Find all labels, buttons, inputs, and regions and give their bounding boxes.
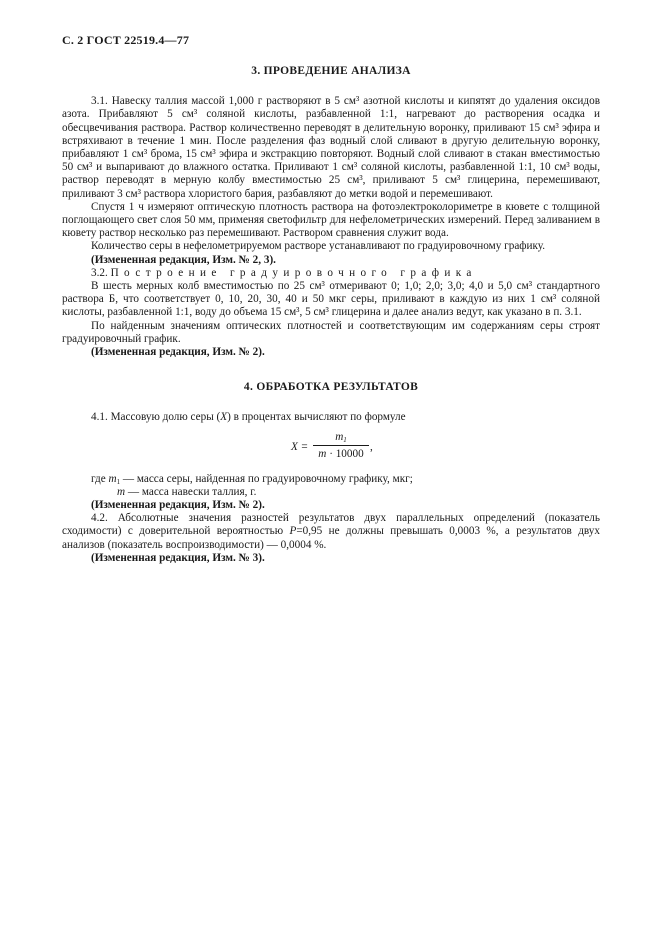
where-m1-sub: 1 — [116, 477, 121, 486]
paragraph-4-1-text-a: 4.1. Массовую долю серы ( — [91, 411, 221, 424]
paragraph-4-2 — [62, 512, 600, 552]
section-4-title: 4. ОБРАБОТКА РЕЗУЛЬТАТОВ — [243, 381, 419, 394]
section-3-title: 3. ПРОВЕДЕНИЕ АНАЛИЗА — [251, 65, 411, 77]
paragraph-3-2-number: 3.2. — [91, 266, 111, 279]
edit-note-3-1: (Измененная редакция, Изм. № 2, 3). — [91, 253, 276, 266]
formula-denominator — [313, 448, 369, 461]
fraction-bar — [313, 445, 369, 446]
formula-lhs: X = — [291, 440, 309, 453]
formula-den-var: m — [318, 447, 327, 460]
paragraph-3-1: 3.1. Навеску таллия массой 1,000 г растворяют в 5 см³ азотной кислоты и кипятят до удаления оксидов азота. Прибавляют 5 см³ соляной кислоты, разбавленной 1:1, нагревают до растворения осадка и обесцвечивания раствора. Раствор количественно переводят в делительную воронку, приливают 15 см³ эфира и встряхивают в течение 1 мин. После разделения фаз водный слой сливают в другую делительную воронку, прибавляют 1 см³ брома, 15 см³ эфира и экстракцию повторяют. Водный слой сливают в стакан вместимостью 50 см³ и выпаривают до влажного остатка. Приливают 1 см³ соляной кислоты, разбавленной 1:1, 10 см³ воды, раствор переводят в мерную колбу вместимостью 25 см³, приливают 5 см³ глицерина, перемешивают, приливают 3 см³ раствора хлористого бария, разбавляют до метки водой и перемешивают. — [62, 95, 600, 200]
edit-note-4-1: (Измененная редакция, Изм. № 2). — [91, 499, 265, 512]
variable-x: X — [220, 411, 228, 424]
paragraph-3-2-title: Построение градуировочного графика — [110, 266, 477, 279]
edit-note-3-2: (Измененная редакция, Изм. № 2). — [91, 346, 265, 359]
edit-note-4-2: (Измененная редакция, Изм. № 3). — [91, 551, 265, 564]
where-m1-var: m — [108, 472, 117, 485]
formula-fraction — [313, 431, 369, 461]
variable-p: P — [289, 525, 297, 538]
paragraph-4-1 — [62, 411, 600, 424]
formula — [62, 425, 600, 473]
paragraph-3-1-measurement: Спустя 1 ч измеряют оптическую плотность раствора на фотоэлектроколориметре в кювете с толщиной поглощающего свет слоя 50 мм, применяя светофильтр для нефелометрических измерений. Перед заливанием в кювету раствор несколько раз перемешивают. Раствором сравнения служит вода. — [62, 200, 600, 240]
where-line-m — [117, 486, 600, 499]
document-body — [62, 62, 600, 565]
paragraph-3-1-quantity: Количество серы в нефелометрируемом растворе устанавливают по градуировочному графику. — [91, 240, 546, 253]
paragraph-4-2-text-a: 4.2. Абсолютные значения разностей результатов двух параллельных определений (показатель сходимости) с доверительной вероятностью — [62, 512, 600, 538]
formula-num-sub: 1 — [343, 435, 347, 444]
formula-comma: , — [370, 440, 373, 453]
where-m-var: m — [117, 485, 126, 498]
where-line-m1 — [62, 473, 600, 486]
formula-numerator — [313, 431, 369, 444]
where-m1-text: — масса серы, найденная по градуировочному графику, мкг; — [120, 472, 413, 485]
paragraph-3-2-heading — [62, 267, 600, 280]
formula-num-var: m — [335, 430, 344, 443]
paragraph-4-1-text-b: ) в процентах вычисляют по формуле — [227, 411, 406, 424]
formula-den-rest: · 10000 — [326, 447, 364, 460]
paragraph-4-2-text-b: =0,95 не должны превышать 0,0003 %, а результатов двух анализов (показатель воспроизводимости) — 0,0004 %. — [62, 525, 600, 551]
paragraph-3-2-graph: По найденным значениям оптических плотностей и соответствующим им содержаниям серы строят градуировочный график. — [62, 319, 600, 345]
where-m-text: — масса навески таллия, г. — [125, 485, 257, 498]
where-label: где — [91, 472, 109, 485]
paragraph-3-2: В шесть мерных колб вместимостью по 25 см³ отмеривают 0; 1,0; 2,0; 3,0; 4,0 и 5,0 см³ стандартного раствора Б, что соответствует 0, 10, 20, 30, 40 и 50 мкг серы, приливают в каждую из них 1 см³ соляной кислоты, разбавленной 1:1, воду до объема 15 см³, 5 см³ глицерина и далее анализ ведут, как указано в п. 3.1. — [62, 280, 600, 319]
page-header: С. 2 ГОСТ 22519.4—77 — [62, 33, 190, 47]
